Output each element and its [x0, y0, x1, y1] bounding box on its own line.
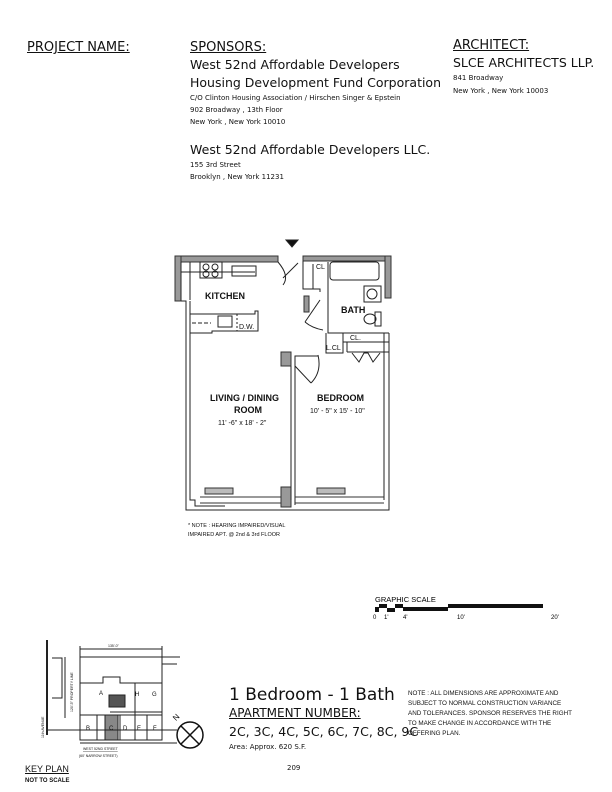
street-label: WEST 52ND STREET [83, 747, 118, 751]
apartment-number-label: APARTMENT NUMBER: [229, 706, 361, 720]
bedroom-closet-label: CL. [350, 335, 361, 342]
sponsor-2-address-1: 155 3rd Street [190, 161, 241, 169]
disclaimer-line-3: AND TOLERANCES. SPONSOR RESERVES THE RIGHT [408, 710, 572, 717]
bedroom-label: BEDROOM [317, 393, 364, 403]
graphic-scale-title: GRAPHIC SCALE [375, 595, 436, 604]
living-label-1: LIVING / DINING [210, 393, 280, 403]
key-plan-title: KEY PLAN [25, 764, 69, 774]
scale-tick-0: 0 [373, 615, 377, 621]
width-dimension: 135'-0" [108, 644, 119, 648]
unit-c: C [109, 726, 114, 732]
sponsor-1-line-2: Housing Development Fund Corporation [190, 75, 442, 90]
property-line-label: 120'-5" PROPERTY LINE [70, 672, 74, 712]
unit-d: D [123, 726, 128, 732]
sponsor-2-address-2: Brooklyn , New York 11231 [190, 173, 284, 181]
entry-arrow-icon [286, 240, 298, 247]
disclaimer-line-1: NOTE : ALL DIMENSIONS ARE APPROXIMATE AND [408, 690, 559, 697]
closet-label: CL [316, 264, 325, 271]
unit-g: G [152, 692, 157, 698]
note-line-1: * NOTE : HEARING IMPAIRED/VISUAL [188, 523, 286, 529]
dishwasher-label: D.W. [239, 324, 255, 331]
key-plan [25, 620, 215, 762]
note-line-2: IMPAIRED APT. @ 2nd & 3rd FLOOR [188, 532, 280, 538]
disclaimer-line-2: SUBJECT TO NORMAL CONSTRUCTION VARIANCE [408, 700, 562, 707]
project-name-label: PROJECT NAME: [27, 40, 130, 55]
disclaimer-line-5: OFFERING PLAN. [408, 730, 461, 737]
page-number: 209 [287, 764, 301, 772]
kitchen-label: KITCHEN [205, 291, 245, 301]
architect-address-2: New York , New York 10003 [453, 87, 549, 95]
sponsor-1-line-1: West 52nd Affordable Developers [190, 57, 400, 72]
graphic-scale [370, 593, 570, 623]
key-plan-subtitle: NOT TO SCALE [25, 778, 70, 784]
linen-closet-label: L.CL [326, 345, 341, 352]
avenue-label: 11th AVENUE [41, 716, 45, 738]
scale-tick-1: 1' [384, 615, 389, 621]
apartment-numbers: 2C, 3C, 4C, 5C, 6C, 7C, 8C, 9C [229, 724, 419, 739]
disclaimer-line-4: TO MAKE CHANGE IN ACCORDANCE WITH THE [408, 720, 552, 727]
unit-area: Area: Approx. 620 S.F. [229, 743, 307, 751]
bath-label: BATH [341, 305, 366, 315]
living-label-2: ROOM [234, 405, 262, 415]
sponsor-2-name: West 52nd Affordable Developers LLC. [190, 142, 431, 157]
sponsor-1-co: C/O Clinton Housing Association / Hirschen Singer & Epstein [190, 94, 401, 102]
sponsor-1-address-2: New York , New York 10010 [190, 118, 286, 126]
unit-e: E [137, 726, 142, 732]
scale-tick-20: 20' [551, 615, 559, 621]
street-note: (60' NARROW STREET) [79, 754, 118, 758]
unit-b: B [86, 726, 91, 732]
living-dimensions: 11' -6" x 18' - 2" [218, 420, 267, 427]
unit-h: H [135, 692, 140, 698]
disclaimer-note [408, 689, 572, 739]
architect-label: ARCHITECT: [453, 38, 530, 53]
bedroom-dimensions: 10' - 5" x 15' - 10" [310, 408, 365, 415]
architect-address-1: 841 Broadway [453, 74, 504, 82]
unit-type: 1 Bedroom - 1 Bath [229, 685, 395, 705]
unit-f: F [153, 726, 157, 732]
sponsors-label: SPONSORS: [190, 40, 267, 55]
scale-tick-10: 10' [457, 615, 465, 621]
scale-tick-4: 4' [403, 615, 408, 621]
unit-a: A [99, 691, 104, 697]
architect-name: SLCE ARCHITECTS LLP. [453, 55, 595, 70]
sponsor-1-address-1: 902 Broadway , 13th Floor [190, 106, 283, 114]
north-label: N [171, 712, 182, 723]
